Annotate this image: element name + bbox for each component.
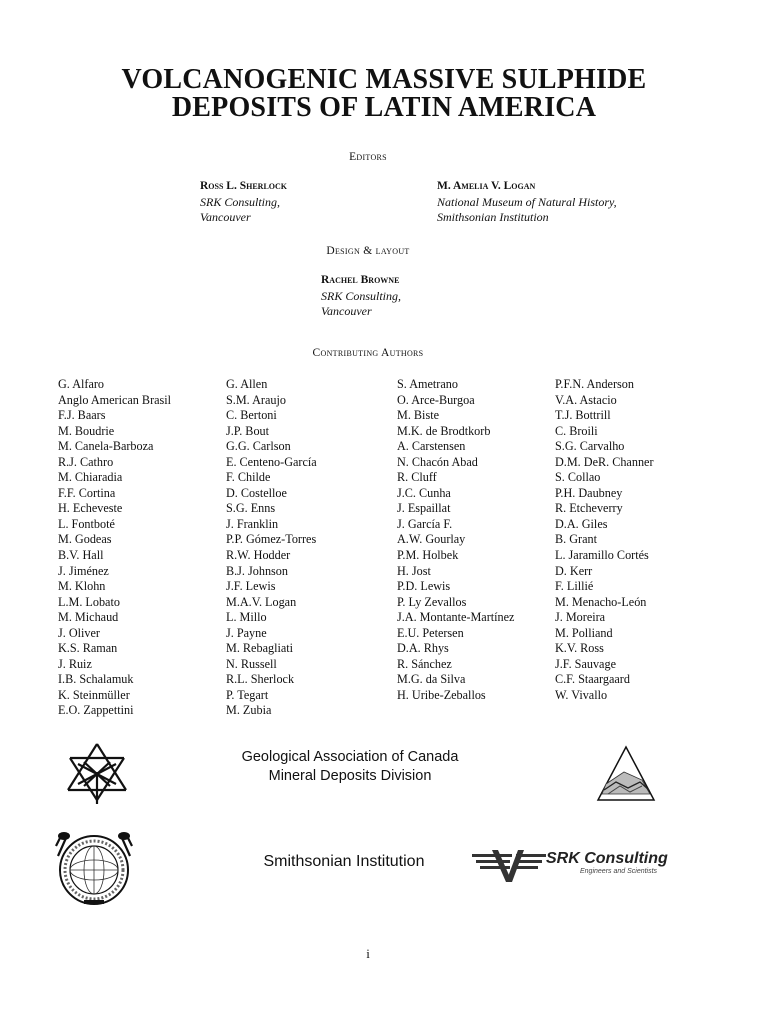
title-line-1: VOLCANOGENIC MASSIVE SULPHIDE [121, 64, 647, 95]
author-name: J. Franklin [226, 516, 279, 531]
gac-name [220, 748, 480, 786]
author-name: L.M. Lobato [58, 594, 120, 609]
author-name: P.D. Lewis [397, 579, 451, 594]
designer-aff2: Vancouver [321, 304, 372, 318]
srk-logo-icon [472, 846, 546, 888]
srk-tagline: Engineers and Scientists [580, 868, 658, 875]
author-name: F.F. Cortina [58, 485, 116, 500]
author-name: Anglo American Brasil [58, 392, 172, 407]
author-name: C. Broili [555, 423, 598, 438]
author-name: F. Lillié [555, 579, 594, 594]
author-name: G.G. Carlson [226, 439, 291, 454]
author-name: M. Godeas [58, 532, 112, 547]
editor-right-name: M. Amelia V. Logan [437, 180, 536, 192]
author-name: J. Payne [226, 625, 267, 640]
author-name: J. Oliver [58, 625, 100, 640]
author-name: J. Moreira [555, 610, 606, 625]
author-name: M. Menacho-León [555, 594, 647, 609]
author-name: S. Ametrano [397, 377, 458, 391]
book-title [0, 66, 768, 122]
author-name: W. Vivallo [555, 687, 608, 702]
author-name: M. Chiaradia [58, 470, 123, 485]
author-name: H. Uribe-Zeballos [397, 687, 486, 702]
editor-left-aff2: Vancouver [200, 210, 251, 224]
author-name: T.J. Bottrill [555, 408, 611, 423]
authors-column-2 [226, 377, 317, 719]
mdd-logo-icon [594, 744, 658, 804]
author-name: C.F. Staargaard [555, 672, 630, 687]
editor-left-aff1: SRK Consulting, [200, 194, 281, 209]
author-name: E. Centeno-García [226, 454, 317, 469]
author-name: S. Collao [555, 470, 601, 485]
author-name: D.M. DeR. Channer [555, 454, 654, 469]
gac-line-1: Geological Association of Canada [241, 749, 459, 765]
author-name: G. Alfaro [58, 377, 105, 391]
author-name: N. Russell [226, 656, 277, 671]
smithsonian-name: Smithsonian Institution [263, 853, 425, 870]
author-name: M. Michaud [58, 610, 119, 625]
author-name: P.P. Gómez-Torres [226, 532, 317, 547]
author-name: J. Ruiz [58, 656, 92, 671]
authors-column-4 [555, 377, 654, 703]
author-name: G. Allen [226, 377, 268, 391]
author-name: C. Bertoni [226, 408, 277, 423]
author-name: R. Sánchez [397, 656, 452, 671]
title-line-2: DEPOSITS OF LATIN AMERICA [171, 92, 597, 123]
author-name: S.G. Enns [226, 501, 276, 516]
author-name: D.A. Giles [555, 516, 608, 531]
editor-left [200, 179, 287, 226]
author-name: I.B. Schalamuk [58, 672, 134, 687]
srk-name: SRK Consulting [546, 850, 668, 867]
author-name: P. Tegart [226, 687, 269, 702]
smithsonian-seal-icon [54, 826, 134, 910]
authors-heading: Contributing Authors [312, 347, 424, 359]
author-name: J.P. Bout [226, 423, 270, 438]
author-name: M. Klohn [58, 579, 106, 594]
editor-right [437, 179, 617, 226]
author-name: P.H. Daubney [555, 485, 623, 500]
author-name: R. Cluff [397, 470, 437, 485]
designer-aff1: SRK Consulting, [321, 288, 402, 303]
author-name: M.G. da Silva [397, 672, 466, 687]
author-name: H. Echeveste [58, 501, 123, 516]
author-name: S.M. Araujo [226, 392, 286, 407]
author-name: P. Ly Zevallos [397, 594, 467, 609]
author-name: D. Kerr [555, 563, 593, 578]
author-name: R. Etcheverry [555, 501, 623, 516]
author-name: J.F. Lewis [226, 579, 276, 594]
author-name: K.V. Ross [555, 641, 604, 656]
author-name: E.U. Petersen [397, 625, 464, 640]
author-name: M.A.V. Logan [226, 594, 297, 609]
author-name: R.J. Cathro [58, 454, 114, 469]
author-name: R.L. Sherlock [226, 672, 295, 687]
author-name: F. Childe [226, 470, 271, 485]
author-name: B.J. Johnson [226, 563, 288, 578]
author-name: B. Grant [555, 532, 597, 547]
editor-right-aff2: Smithsonian Institution [437, 210, 549, 224]
authors-column-1 [58, 377, 171, 719]
author-name: M. Biste [397, 408, 439, 423]
author-name: V.A. Astacio [555, 392, 617, 407]
author-name: R.W. Hodder [226, 548, 291, 563]
author-name: P.M. Holbek [397, 548, 459, 563]
author-name: O. Arce-Burgoa [397, 392, 475, 407]
author-name: D.A. Rhys [397, 641, 449, 656]
designer-name: Rachel Browne [321, 274, 400, 286]
author-name: P.F.N. Anderson [555, 377, 634, 391]
author-name: F.J. Baars [58, 408, 106, 423]
designer [321, 273, 401, 320]
srk-wordmark [546, 850, 686, 875]
author-name: M.K. de Brodtkorb [397, 423, 491, 438]
gac-line-2: Mineral Deposits Division [268, 768, 432, 784]
gac-logo-icon [64, 742, 130, 804]
author-name: M. Canela-Barboza [58, 439, 154, 454]
author-name: L. Millo [226, 610, 267, 625]
author-name: H. Jost [397, 563, 431, 578]
authors-column-3 [397, 377, 514, 703]
author-name: A.W. Gourlay [397, 532, 466, 547]
author-name: M. Rebagliati [226, 641, 294, 656]
author-name: M. Boudrie [58, 423, 115, 438]
author-name: J. Espaillat [397, 501, 451, 516]
author-name: M. Polliand [555, 625, 613, 640]
author-name: J.A. Montante-Martínez [397, 610, 515, 625]
author-name: K. Steinmüller [58, 687, 130, 702]
author-name: L. Jaramillo Cortés [555, 548, 649, 563]
editor-right-aff1: National Museum of Natural History, [437, 194, 617, 209]
design-heading: Design & layout [326, 245, 410, 257]
author-name: J.C. Cunha [397, 485, 451, 500]
editors-heading: Editors [349, 151, 387, 163]
page-number: i [366, 946, 370, 961]
author-name: J. Jiménez [58, 563, 109, 578]
author-name: N. Chacón Abad [397, 454, 478, 469]
author-name: K.S. Raman [58, 641, 118, 656]
author-name: J. García F. [397, 516, 453, 531]
author-name: E.O. Zappettini [58, 703, 134, 718]
author-name: L. Fontboté [58, 516, 115, 531]
author-name: J.F. Sauvage [555, 656, 616, 671]
author-name: S.G. Carvalho [555, 439, 625, 454]
author-name: A. Carstensen [397, 439, 466, 454]
author-name: D. Costelloe [226, 485, 287, 500]
editor-left-name: Ross L. Sherlock [200, 180, 288, 192]
author-name: B.V. Hall [58, 548, 104, 563]
author-name: M. Zubia [226, 703, 272, 718]
